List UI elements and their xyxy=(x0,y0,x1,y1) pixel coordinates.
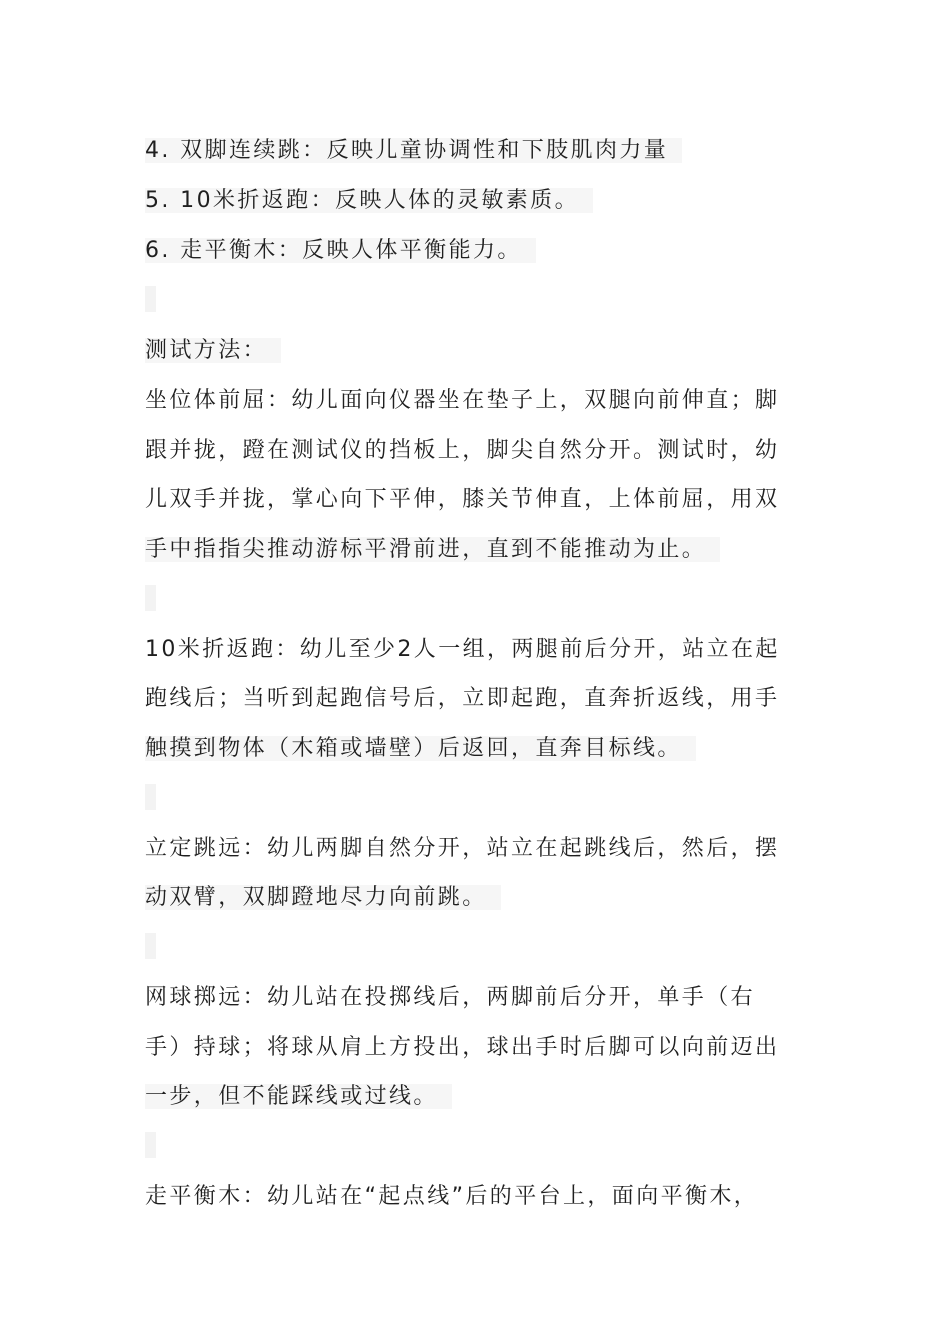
paragraph-ball-throw-line: 一步，但不能踩线或过线。 xyxy=(145,1083,452,1111)
paragraph-long-jump-line: 动双臂，双脚蹬地尽力向前跳。 xyxy=(145,884,501,912)
blank-line-marker xyxy=(145,286,156,312)
paragraph-sit-reach-line: 手中指指尖推动游标平滑前进，直到不能推动为止。 xyxy=(145,536,720,564)
paragraph-sit-reach-line: 坐位体前屈：幼儿面向仪器坐在垫子上，双腿向前伸直；脚 xyxy=(145,388,780,413)
paragraph-ball-throw-line: 手）持球；将球从肩上方投出，球出手时后脚可以向前迈出 xyxy=(145,1035,780,1060)
paragraph-sit-reach-line: 儿双手并拢，掌心向下平伸，膝关节伸直，上体前屈，用双 xyxy=(145,487,780,512)
list-item-5: 5. 10米折返跑：反映人体的灵敏素质。 xyxy=(145,187,593,215)
section-heading: 测试方法： xyxy=(145,337,281,365)
paragraph-ball-throw-line: 网球掷远：幼儿站在投掷线后，两脚前后分开，单手（右 xyxy=(145,985,756,1010)
blank-line-marker xyxy=(145,585,156,611)
paragraph-long-jump-line: 立定跳远：幼儿两脚自然分开，站立在起跳线后，然后，摆 xyxy=(145,836,780,861)
paragraph-shuttle-run-line: 触摸到物体（木箱或墙壁）后返回，直奔目标线。 xyxy=(145,735,696,763)
blank-line-marker xyxy=(145,1132,156,1158)
list-item-4: 4. 双脚连续跳：反映儿童协调性和下肢肌肉力量 xyxy=(145,137,682,165)
paragraph-balance-beam-line: 走平衡木：幼儿站在“起点线”后的平台上，面向平衡木， xyxy=(145,1184,759,1209)
paragraph-shuttle-run-line: 10米折返跑：幼儿至少2人一组，两腿前后分开，站立在起 xyxy=(145,637,780,662)
paragraph-sit-reach-line: 跟并拢，蹬在测试仪的挡板上，脚尖自然分开。测试时，幼 xyxy=(145,438,780,463)
blank-line-marker xyxy=(145,784,156,810)
paragraph-shuttle-run-line: 跑线后；当听到起跑信号后，立即起跑，直奔折返线，用手 xyxy=(145,686,780,711)
list-item-6: 6. 走平衡木：反映人体平衡能力。 xyxy=(145,237,536,265)
blank-line-marker xyxy=(145,933,156,959)
